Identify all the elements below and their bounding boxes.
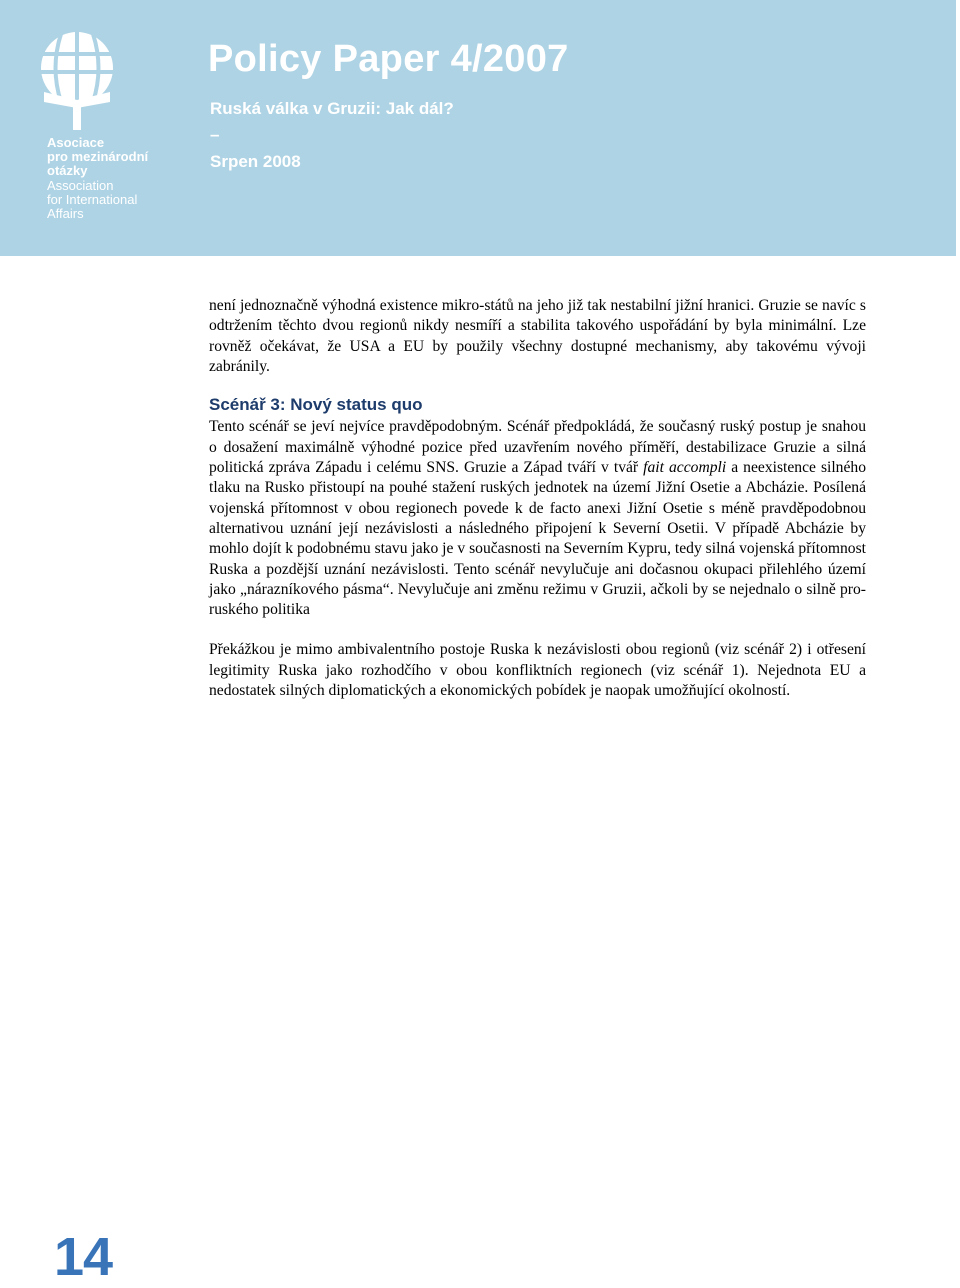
italic-term: fait accompli bbox=[643, 459, 727, 477]
header-banner bbox=[0, 0, 956, 256]
paragraph: Překážkou je mimo ambivalentního postoje Ruska k nezávislosti obou regionů (viz scénář 2) i otřesení legitimity Ruska jako rozhodčího v obou konfliktních regionech (viz scénář 1). Nejednota EU a nedostatek silných diplomatických a ekonomických pobídek je naopak umožňující okolností. bbox=[209, 641, 866, 700]
paragraph bbox=[209, 417, 866, 620]
org-line: Affairs bbox=[47, 206, 84, 222]
main-text bbox=[209, 296, 866, 701]
document-date: Srpen 2008 bbox=[210, 152, 301, 171]
page-number: 14 bbox=[54, 1227, 113, 1287]
document-subtitle: Ruská válka v Gruzii: Jak dál? bbox=[210, 99, 454, 118]
section-heading: Scénář 3: Nový status quo bbox=[209, 395, 423, 415]
globe-logo-icon bbox=[36, 30, 118, 130]
paragraph: není jednoznačně výhodná existence mikro-států na jeho již tak nestabilní jižní hranici. Gruzie se navíc s odtržením těchto dvou regionů nikdy nesmíří a stabilita takového uspořádání by byla minimální. Lze rovněž očekávat, že USA a EU by použily všechny dostupné mechanismy, aby takovému vývoji zabránily. bbox=[209, 297, 866, 375]
organization-name bbox=[47, 136, 148, 221]
org-line: Asociace bbox=[47, 135, 105, 150]
text-run: a neexistence silného tlaku na Rusko přistoupí na pouhé stažení ruských jednotek na území Jižní Osetie a Abcházie. Posílená vojenská přítomnost v obou regionech povede k de facto anexi Jižní Osetie s méně pravděpodobnou alternativou uznání její nezávislosti a následného připojení k Severní Osetii. V případě Abcházie by mohlo dojít k podobnému stavu jako je v současnosti na Severním Kypru, tedy silná vojenská přítomnost Ruska a pozdější uznání nezávislosti. Tento scénář nevylučuje ani dočasnou okupaci přilehlého území jako „nárazníkového pásma“. Nevylučuje ani změnu režimu v Gruzii, ačkoli by se nejednalo o silně pro-ruského politika bbox=[209, 459, 866, 619]
org-line: otázky bbox=[47, 163, 88, 179]
text-run: Tento scénář se jeví nejvíce pravděpodobným. Scénář předpokládá, že současný ruský postup je snahou o dosažení maximálně výhodné pozice před uzavřením nového příměří, destabilizace Gruzie a silná politická zpráva Západu i celému SNS. Gruzie a Západ tváří v tvář bbox=[209, 418, 866, 477]
document-title: Policy Paper 4/2007 bbox=[208, 38, 569, 80]
org-line: Association bbox=[47, 177, 114, 193]
org-line: for International bbox=[47, 191, 138, 207]
org-line: pro mezinárodní bbox=[47, 149, 149, 165]
subtitle-dash: – bbox=[210, 125, 220, 144]
